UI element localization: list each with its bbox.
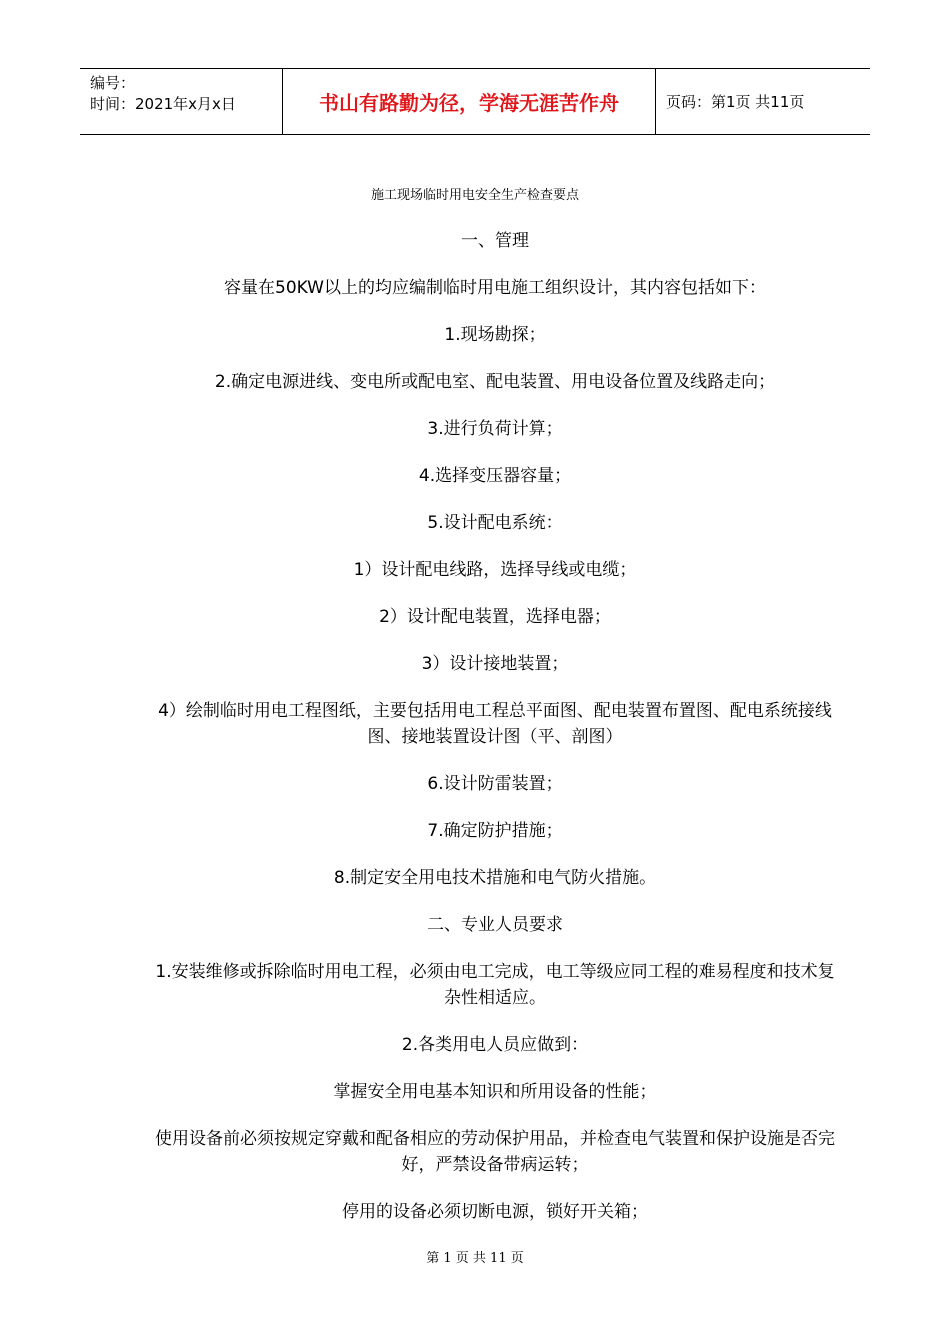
document-number-label: 编号： xyxy=(90,74,136,92)
document-date: 时间：2021年x月x日 xyxy=(90,95,236,113)
document-body xyxy=(150,228,840,1246)
paragraph: 3.进行负荷计算； xyxy=(427,419,563,439)
paragraph: 容量在50KW以上的均应编制临时用电施工组织设计，其内容包括如下： xyxy=(224,278,766,298)
header-page-info: 页码：第1页 共11页 xyxy=(666,93,805,111)
paragraph: 1）设计配电线路，选择导线或电缆； xyxy=(353,560,637,580)
paragraph: 4.选择变压器容量； xyxy=(418,466,572,486)
paragraph: 5.设计配电系统： xyxy=(427,513,563,533)
paragraph: 2.各类用电人员应做到： xyxy=(401,1035,589,1055)
paragraph: 2）设计配电装置，选择电器； xyxy=(379,607,611,627)
paragraph: 7.确定防护措施； xyxy=(427,821,563,841)
paragraph: 使用设备前必须按规定穿戴和配备相应的劳动保护用品，并检查电气装置和保护设施是否完好，严禁设备带病运转； xyxy=(155,1129,835,1175)
paragraph: 8.制定安全用电技术措施和电气防火措施。 xyxy=(333,868,657,888)
section-heading-personnel: 二、专业人员要求 xyxy=(427,915,563,935)
header-motto: 书山有路勤为径，学海无涯苦作舟 xyxy=(282,69,656,134)
paragraph: 1.安装维修或拆除临时用电工程，必须由电工完成，电工等级应同工程的难易程度和技术复杂性相适应。 xyxy=(155,962,835,1008)
header-meta xyxy=(80,69,282,134)
paragraph: 2.确定电源进线、变电所或配电室、配电装置、用电设备位置及线路走向； xyxy=(214,372,776,392)
paragraph: 掌握安全用电基本知识和所用设备的性能； xyxy=(333,1082,657,1102)
section-heading-management: 一、管理 xyxy=(461,231,529,251)
paragraph: 1.现场勘探； xyxy=(444,325,546,345)
page-header xyxy=(80,68,870,135)
page-footer: 第 1 页 共 11 页 xyxy=(426,1251,524,1266)
paragraph: 6.设计防雷装置； xyxy=(427,774,563,794)
paragraph: 3）设计接地装置； xyxy=(421,654,569,674)
paragraph: 4）绘制临时用电工程图纸，主要包括用电工程总平面图、配电装置布置图、配电系统接线图、接地装置设计图（平、剖图） xyxy=(158,701,832,747)
document-title: 施工现场临时用电安全生产检查要点 xyxy=(370,188,579,203)
paragraph: 停用的设备必须切断电源，锁好开关箱； xyxy=(342,1202,648,1222)
